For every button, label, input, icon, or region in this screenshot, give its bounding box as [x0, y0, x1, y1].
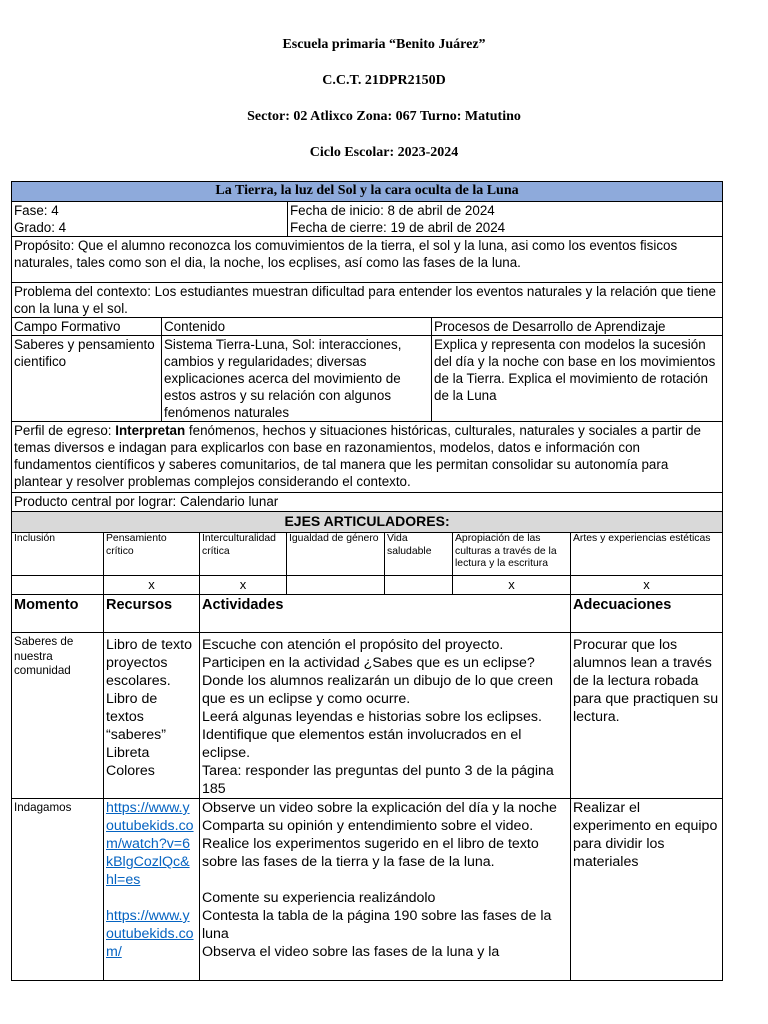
procesos: Explica y representa con modelos la sucesión del día y la noche con base en los movimientos de la Tierra. Explica el movimiento de rotación de la Luna: [432, 336, 723, 422]
fecha-inicio: Fecha de inicio: 8 de abril de 2024: [290, 203, 495, 218]
perfil-text: fenómenos, hechos y situaciones históricas, culturales, naturales y sociales a partir de temas diversos e indagan para explicarlos con base en razonamientos, modelos, datos e información con fundamentos científicos y saberes comunitarios, de tal manera que les permitan consolidar su autonomía para plantear y resolver problemas complejos considerando el contexto.: [14, 423, 701, 489]
recursos-header: Recursos: [104, 595, 200, 633]
adecuaciones-saberes: Procurar que los alumnos lean a través de la lectura robada para que practiquen su lectura.: [571, 633, 723, 799]
actividad-line: Participen en la actividad ¿Sabes que es un eclipse? Donde los alumnos realizarán un dibujo de lo que creen que es un eclipse y como ocurre.: [202, 655, 553, 707]
actividad-line: Contesta la tabla de la página 190 sobre las fases de la luna: [202, 908, 552, 942]
video-link[interactable]: https://www.youtubekids.com/watch?v=6kBlgCozlQc&hl=es: [106, 800, 194, 888]
perfil-bold: Interpretan: [115, 423, 186, 438]
contenido: Sistema Tierra-Luna, Sol: interacciones, cambios y regularidades; diversas explicaciones acerca del movimiento de estos astros y su relación con algunos fenómenos naturales: [162, 336, 432, 422]
producto-central: Producto central por lograr: Calendario lunar: [12, 493, 723, 514]
cct-code: C.C.T. 21DPR2150D: [322, 73, 446, 88]
fase-grado-cell: [12, 202, 288, 237]
procesos-header: Procesos de Desarrollo de Aprendizaje: [432, 318, 723, 336]
school-name: Escuela primaria “Benito Juárez”: [282, 37, 486, 52]
fecha-cierre: Fecha de cierre: 19 de abril de 2024: [290, 220, 506, 235]
eje-pensamiento-critico: Pensamiento crítico: [104, 533, 200, 576]
actividades-indagamos: [200, 799, 571, 981]
eje-mark: [12, 576, 104, 595]
video-link[interactable]: https://www.youtubekids.com/: [106, 908, 194, 960]
eje-mark: x: [453, 576, 571, 595]
plan-table: [11, 511, 723, 981]
ejes-title: EJES ARTICULADORES:: [12, 512, 723, 533]
recursos-saberes: Libro de texto proyectos escolares. Libro de textos “saberes” Libreta Colores: [104, 633, 200, 799]
contenido-header: Contenido: [162, 318, 432, 336]
campo-formativo: Saberes y pensamiento cientifico: [12, 336, 162, 422]
eje-mark: x: [200, 576, 287, 595]
adecuaciones-indagamos: Realizar el experimento en equipo para dividir los materiales: [571, 799, 723, 981]
actividad-line: Leerá algunas leyendas e historias sobre los eclipses.: [202, 709, 542, 725]
actividad-line: Escuche con atención el propósito del proyecto.: [202, 637, 504, 653]
sector-line: Sector: 02 Atlixco Zona: 067 Turno: Matutino: [247, 109, 521, 124]
actividad-line: Observe un video sobre la explicación del día y la noche: [202, 800, 557, 816]
actividad-line: Comparta su opinión y entendimiento sobre el video.: [202, 818, 534, 834]
eje-mark: x: [571, 576, 723, 595]
eje-mark: [287, 576, 385, 595]
perfil-egreso: [12, 422, 723, 493]
actividad-line: Comente su experiencia realizándolo: [202, 890, 436, 906]
eje-artes: Artes y experiencias estéticas: [571, 533, 723, 576]
actividad-line: Identifique que elementos están involucrados en el eclipse.: [202, 727, 522, 761]
actividad-line: Tarea: responder las preguntas del punto 3 de la página 185: [202, 763, 554, 797]
momento-header: Momento: [12, 595, 104, 633]
actividad-line: Observa el video sobre las fases de la luna y la: [202, 944, 500, 960]
fechas-cell: [288, 202, 723, 237]
problema-contexto: Problema del contexto: Los estudiantes muestran dificultad para entender los eventos naturales y la relación que tiene con la luna y el sol.: [12, 283, 723, 318]
grado: Grado: 4: [14, 220, 67, 235]
eje-inclusion: Inclusión: [12, 533, 104, 576]
eje-mark: x: [104, 576, 200, 595]
fase: Fase: 4: [14, 203, 59, 218]
eje-igualdad-genero: Igualdad de género: [287, 533, 385, 576]
project-info-table: [11, 181, 723, 514]
adecuaciones-header: Adecuaciones: [571, 595, 723, 633]
actividad-line: Realice los experimentos sugerido en el libro de texto sobre las fases de la tierra y la fase de la luna.: [202, 836, 539, 870]
school-year: Ciclo Escolar: 2023-2024: [309, 145, 459, 160]
project-title: La Tierra, la luz del Sol y la cara oculta de la Luna: [12, 182, 723, 202]
recursos-indagamos: [104, 799, 200, 981]
actividades-saberes: [200, 633, 571, 799]
actividades-header: Actividades: [200, 595, 571, 633]
perfil-label: Perfil de egreso:: [14, 423, 116, 438]
momento-saberes: Saberes de nuestra comunidad: [12, 633, 104, 799]
eje-interculturalidad: Interculturalidad crítica: [200, 533, 287, 576]
momento-indagamos: Indagamos: [12, 799, 104, 981]
proposito: Propósito: Que el alumno reconozca los comuvimientos de la tierra, el sol y la luna, asi como los eventos fisicos naturales, tales como son el dia, la noche, los ecplises, así como las fases de la luna.: [12, 237, 723, 283]
eje-apropiacion-culturas: Apropiación de las culturas a través de la lectura y la escritura: [453, 533, 571, 576]
eje-vida-saludable: Vida saludable: [385, 533, 453, 576]
eje-mark: [385, 576, 453, 595]
actividad-line: [202, 871, 568, 889]
campo-formativo-header: Campo Formativo: [12, 318, 162, 336]
